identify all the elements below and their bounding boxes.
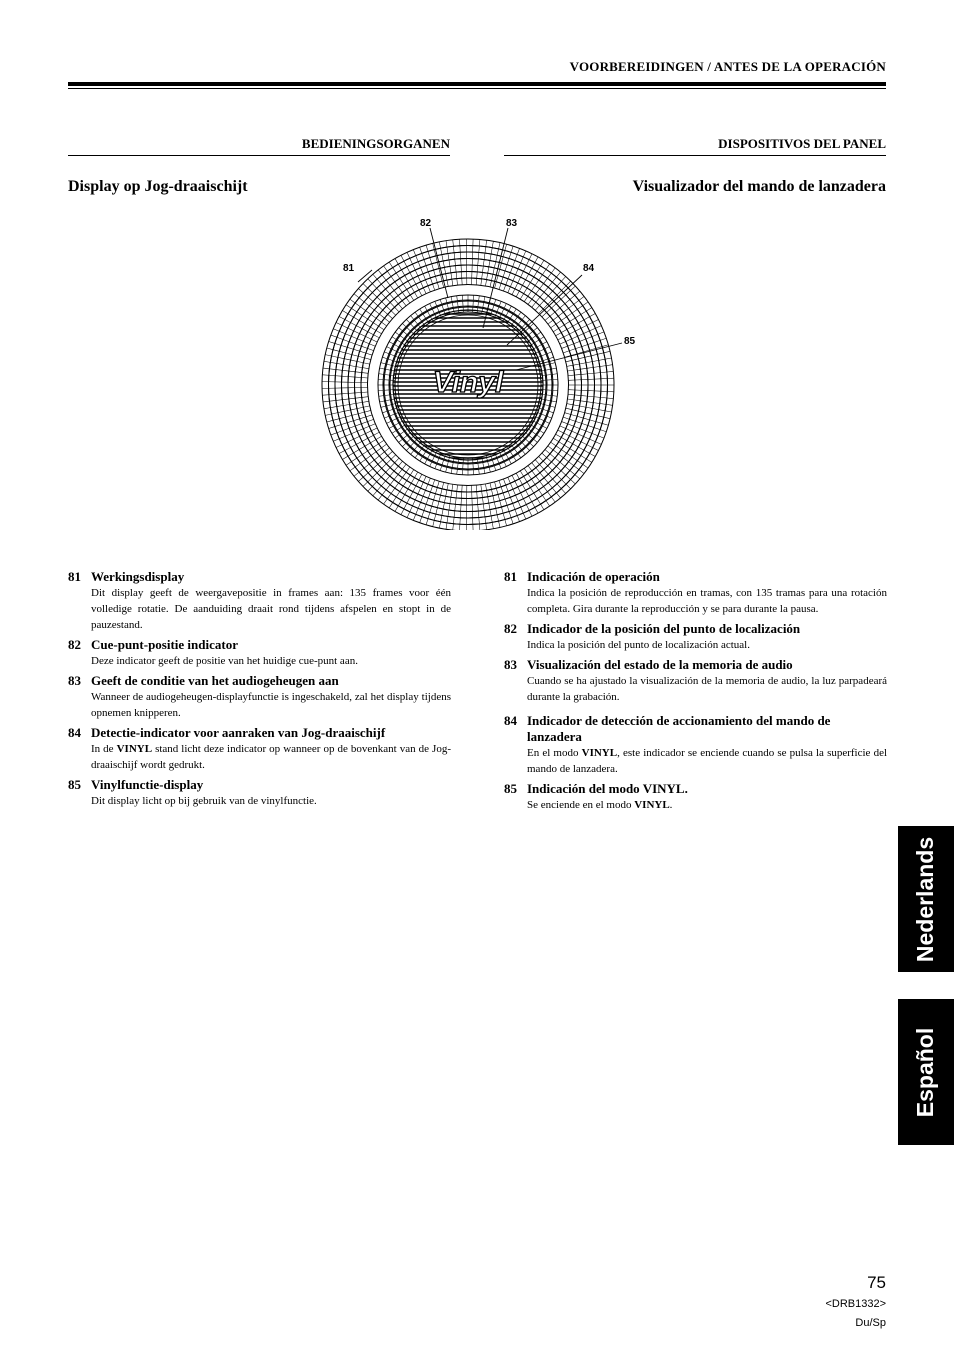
list-item: 81 Indicación de operación Indica la posición de reproducción en tramas, con 135 tramas para una rotación completa. Gira durante la reproducción y se para durante la pausa. — [504, 569, 887, 615]
language-code: Du/Sp — [855, 1317, 886, 1329]
header-rule-thick — [68, 82, 886, 86]
document-code: <DRB1332> — [825, 1298, 886, 1310]
list-item: 84 Detectie-indicator voor aanraken van Jog-draaischijf In de VINYL stand licht deze indicator op wanneer op de bovenkant van de Jog-draaischijf wordt gedrukt. — [68, 725, 451, 771]
jog-dial-diagram — [320, 210, 650, 530]
subtitle-right: Visualizador del mando de lanzadera — [632, 178, 886, 195]
list-item: 81 Werkingsdisplay Dit display geeft de weergavepositie in frames aan: 135 frames voor één volledige rotatie. De aanduiding draait rond tijdens afspelen en stopt in de pauzestand. — [68, 569, 451, 631]
callout-85: 85 — [624, 336, 636, 347]
item-list-left — [68, 569, 451, 813]
callout-82: 82 — [420, 218, 432, 229]
vinyl-logo-text: Vinyl — [432, 366, 504, 399]
list-item: 84 Indicador de detección de accionamiento del mando de lanzadera En el modo VINYL, este indicador se enciende cuando se pulsa la superficie del mando de lanzadera. — [504, 713, 888, 775]
list-item: 83 Geeft de conditie van het audiogeheugen aan Wanneer de audiogeheugen-displayfunctie is ingeschakeld, zal het display tijdens opnemen knipperen. — [68, 673, 451, 719]
item-list-right — [504, 569, 887, 817]
section-rule-right — [504, 155, 886, 156]
list-item: 85 Vinylfunctie-display Dit display licht op bij gebruik van de vinylfunctie. — [68, 777, 317, 807]
page-number: 75 — [867, 1273, 886, 1292]
callout-81: 81 — [343, 263, 355, 274]
language-tab-nederlands[interactable]: Nederlands — [898, 826, 954, 972]
section-rule-left — [68, 155, 450, 156]
header-rule-thin — [68, 88, 886, 89]
language-tab-espanol[interactable]: Español — [898, 999, 954, 1145]
list-item: 85 Indicación del modo VINYL. Se enciende en el modo VINYL. — [504, 781, 688, 811]
list-item: 83 Visualización del estado de la memoria de audio Cuando se ha ajustado la visualización de la memoria de audio, la luz parpadeará durante la grabación. — [504, 657, 887, 703]
subtitle-left: Display op Jog-draaischijt — [68, 178, 248, 195]
page-header-title: VOORBEREIDINGEN / ANTES DE LA OPERACIÓN — [569, 59, 886, 74]
callout-83: 83 — [506, 218, 518, 229]
callout-84: 84 — [583, 263, 595, 274]
section-heading-right: DISPOSITIVOS DEL PANEL — [718, 136, 886, 151]
leader-line-81 — [358, 270, 372, 282]
list-item: 82 Cue-punt-positie indicator Deze indicator geeft de positie van het huidige cue-punt aan. — [68, 637, 358, 667]
section-heading-left: BEDIENINGSORGANEN — [301, 136, 450, 151]
list-item: 82 Indicador de la posición del punto de localización Indica la posición del punto de localización actual. — [504, 621, 801, 651]
